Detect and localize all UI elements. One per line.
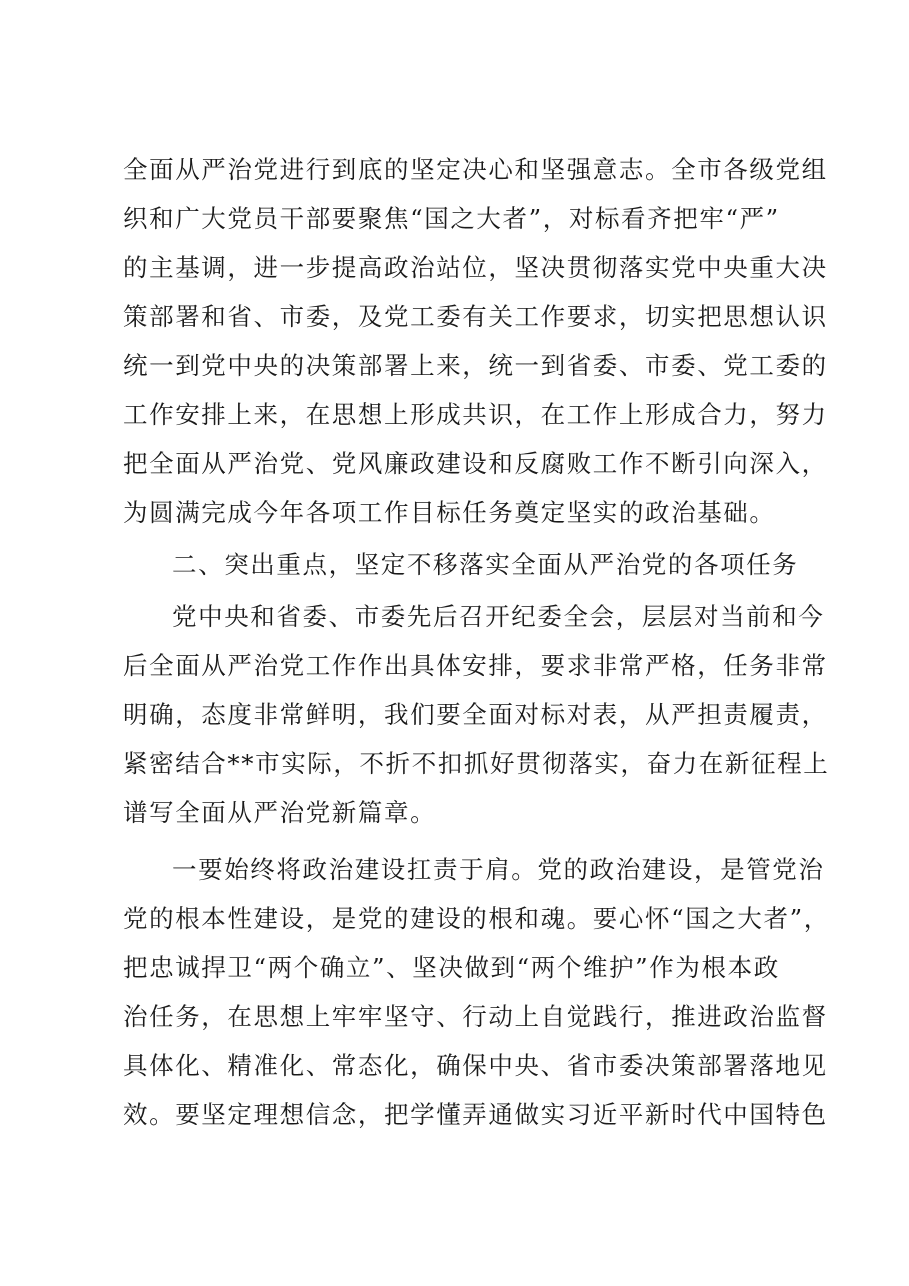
text-line: 后全面从严治党工作作出具体安排，要求非常严格，任务非常 [123, 651, 828, 680]
text-line: 为圆满完成今年各项工作目标任务奠定坚实的政治基础。 [123, 498, 776, 527]
text-line: 一要始终将政治建设扛责于肩。党的政治建设，是管党治 [172, 855, 825, 884]
text-line: 工作安排上来，在思想上形成共识，在工作上形成合力，努力 [123, 400, 828, 429]
section-heading: 二、突出重点，坚定不移落实全面从严治党的各项任务 [172, 550, 799, 579]
text-line: 谱写全面从严治党新篇章。 [123, 798, 437, 827]
text-line: 治任务，在思想上牢牢坚守、行动上自觉践行，推进政治监督 [123, 1002, 828, 1031]
text-line: 党的根本性建设，是党的建设的根和魂。要心怀“国之大者”， [123, 904, 830, 933]
text-line: 策部署和省、市委，及党工委有关工作要求，切实把思想认识 [123, 302, 828, 331]
text-line: 党中央和省委、市委先后召开纪委全会，层层对当前和今 [172, 602, 825, 631]
text-line: 统一到党中央的决策部署上来，统一到省委、市委、党工委的 [123, 351, 828, 380]
text-line: 织和广大党员干部要聚焦“国之大者”，对标看齐把牢“严” [123, 204, 780, 233]
text-line: 明确，态度非常鲜明，我们要全面对标对表，从严担责履责， [123, 700, 828, 729]
text-line: 效。要坚定理想信念，把学懂弄通做实习近平新时代中国特色 [123, 1100, 828, 1129]
text-line: 把全面从严治党、党风廉政建设和反腐败工作不断引向深入， [123, 449, 828, 478]
text-line: 把忠诚捍卫“两个确立”、坚决做到“两个维护”作为根本政 [123, 953, 780, 982]
text-line: 具体化、精准化、常态化，确保中央、省市委决策部署落地见 [123, 1051, 828, 1080]
text-line: 紧密结合**市实际，不折不扣抓好贯彻落实，奋力在新征程上 [123, 749, 830, 778]
text-line: 的主基调，进一步提高政治站位，坚决贯彻落实党中央重大决 [123, 253, 828, 282]
text-line: 全面从严治党进行到底的坚定决心和坚强意志。全市各级党组 [123, 155, 828, 184]
